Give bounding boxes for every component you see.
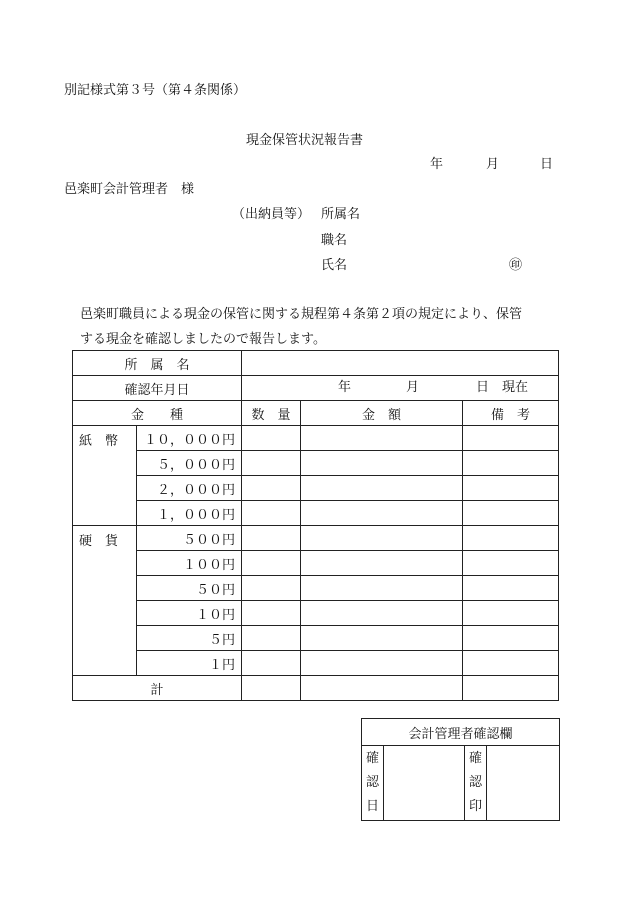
quantity-cell[interactable] bbox=[242, 651, 301, 676]
kind-column-header: 金 種 bbox=[73, 401, 242, 426]
note-cell[interactable] bbox=[463, 651, 559, 676]
denomination-label: ５００円 bbox=[137, 526, 242, 551]
quantity-cell[interactable] bbox=[242, 501, 301, 526]
amount-cell[interactable] bbox=[301, 626, 463, 651]
amount-cell[interactable] bbox=[301, 451, 463, 476]
date-year-label: 年 bbox=[430, 157, 444, 172]
form-number: 別記様式第３号（第４条関係） bbox=[64, 83, 247, 98]
note-cell[interactable] bbox=[463, 426, 559, 451]
note-cell[interactable] bbox=[463, 476, 559, 501]
quantity-cell[interactable] bbox=[242, 551, 301, 576]
note-cell[interactable] bbox=[463, 526, 559, 551]
note-cell[interactable] bbox=[463, 551, 559, 576]
accountant-confirmation-table bbox=[361, 718, 560, 821]
denomination-label: ５０円 bbox=[137, 576, 242, 601]
date-day-label: 日 bbox=[540, 157, 554, 172]
affiliation-input-cell[interactable] bbox=[242, 351, 559, 376]
quantity-cell[interactable] bbox=[242, 451, 301, 476]
amount-cell[interactable] bbox=[301, 576, 463, 601]
amount-cell[interactable] bbox=[301, 551, 463, 576]
denomination-label: ５，０００円 bbox=[137, 451, 242, 476]
name-label: 氏名 bbox=[321, 258, 348, 273]
confirm-date-input-box[interactable] bbox=[384, 746, 465, 821]
confirm-month-label: 月 bbox=[406, 380, 420, 395]
note-cell[interactable] bbox=[463, 451, 559, 476]
reporter-prefix: （出納員等） bbox=[232, 207, 311, 222]
quantity-cell[interactable] bbox=[242, 626, 301, 651]
cash-report-table bbox=[72, 350, 559, 701]
confirm-seal-input-box[interactable] bbox=[487, 746, 560, 821]
denomination-label: ５円 bbox=[137, 626, 242, 651]
coins-label: 硬 貨 bbox=[79, 534, 119, 549]
quantity-cell[interactable] bbox=[242, 601, 301, 626]
confirm-date-header-cell: 確認年月日 bbox=[73, 376, 242, 401]
denomination-label: １円 bbox=[137, 651, 242, 676]
note-cell[interactable] bbox=[463, 626, 559, 651]
quantity-cell[interactable] bbox=[242, 426, 301, 451]
note-column-header: 備 考 bbox=[463, 401, 559, 426]
total-quantity-cell[interactable] bbox=[242, 676, 301, 701]
quantity-cell[interactable] bbox=[242, 526, 301, 551]
confirm-seal-char: 確 bbox=[468, 751, 482, 766]
amount-cell[interactable] bbox=[301, 651, 463, 676]
quantity-cell[interactable] bbox=[242, 476, 301, 501]
affiliation-label: 所属名 bbox=[321, 207, 361, 222]
affiliation-header-cell: 所 属 名 bbox=[73, 351, 242, 376]
amount-cell[interactable] bbox=[301, 501, 463, 526]
amount-cell[interactable] bbox=[301, 526, 463, 551]
confirm-date-char: 日 bbox=[365, 799, 379, 814]
total-amount-cell[interactable] bbox=[301, 676, 463, 701]
bills-label: 紙 幣 bbox=[79, 434, 119, 449]
seal-mark: ㊞ bbox=[509, 258, 523, 273]
coins-category-cell bbox=[73, 526, 137, 676]
total-note-cell[interactable] bbox=[463, 676, 559, 701]
addressee: 邑楽町会計管理者 様 bbox=[64, 182, 195, 197]
confirm-date-char: 確 bbox=[365, 751, 379, 766]
document-title: 現金保管状況報告書 bbox=[246, 133, 364, 148]
note-cell[interactable] bbox=[463, 576, 559, 601]
total-label-cell: 計 bbox=[73, 676, 242, 701]
confirm-seal-char: 印 bbox=[468, 799, 482, 814]
date-month-label: 月 bbox=[486, 157, 500, 172]
amount-cell[interactable] bbox=[301, 476, 463, 501]
confirmation-title: 会計管理者確認欄 bbox=[362, 719, 560, 746]
note-cell[interactable] bbox=[463, 601, 559, 626]
confirm-day-now-label: 日 現在 bbox=[476, 380, 529, 395]
denomination-label: １０，０００円 bbox=[137, 426, 242, 451]
quantity-cell[interactable] bbox=[242, 576, 301, 601]
confirm-year-label: 年 bbox=[338, 380, 352, 395]
quantity-column-header: 数 量 bbox=[242, 401, 301, 426]
confirm-seal-vertical-label bbox=[465, 746, 487, 821]
amount-cell[interactable] bbox=[301, 426, 463, 451]
confirm-seal-char: 認 bbox=[468, 775, 482, 790]
confirm-date-input-cell[interactable] bbox=[242, 376, 559, 401]
bills-category-cell bbox=[73, 426, 137, 526]
confirm-date-char: 認 bbox=[365, 775, 379, 790]
position-label: 職名 bbox=[321, 233, 348, 248]
denomination-label: １００円 bbox=[137, 551, 242, 576]
amount-cell[interactable] bbox=[301, 601, 463, 626]
confirm-date-vertical-label bbox=[362, 746, 384, 821]
amount-column-header: 金 額 bbox=[301, 401, 463, 426]
body-text-line-1: 邑楽町職員による現金の保管に関する規程第４条第２項の規定により、保管 bbox=[80, 307, 523, 322]
denomination-label: ２，０００円 bbox=[137, 476, 242, 501]
denomination-label: １０円 bbox=[137, 601, 242, 626]
denomination-label: １，０００円 bbox=[137, 501, 242, 526]
note-cell[interactable] bbox=[463, 501, 559, 526]
body-text-line-2: する現金を確認しましたので報告します。 bbox=[80, 332, 326, 347]
